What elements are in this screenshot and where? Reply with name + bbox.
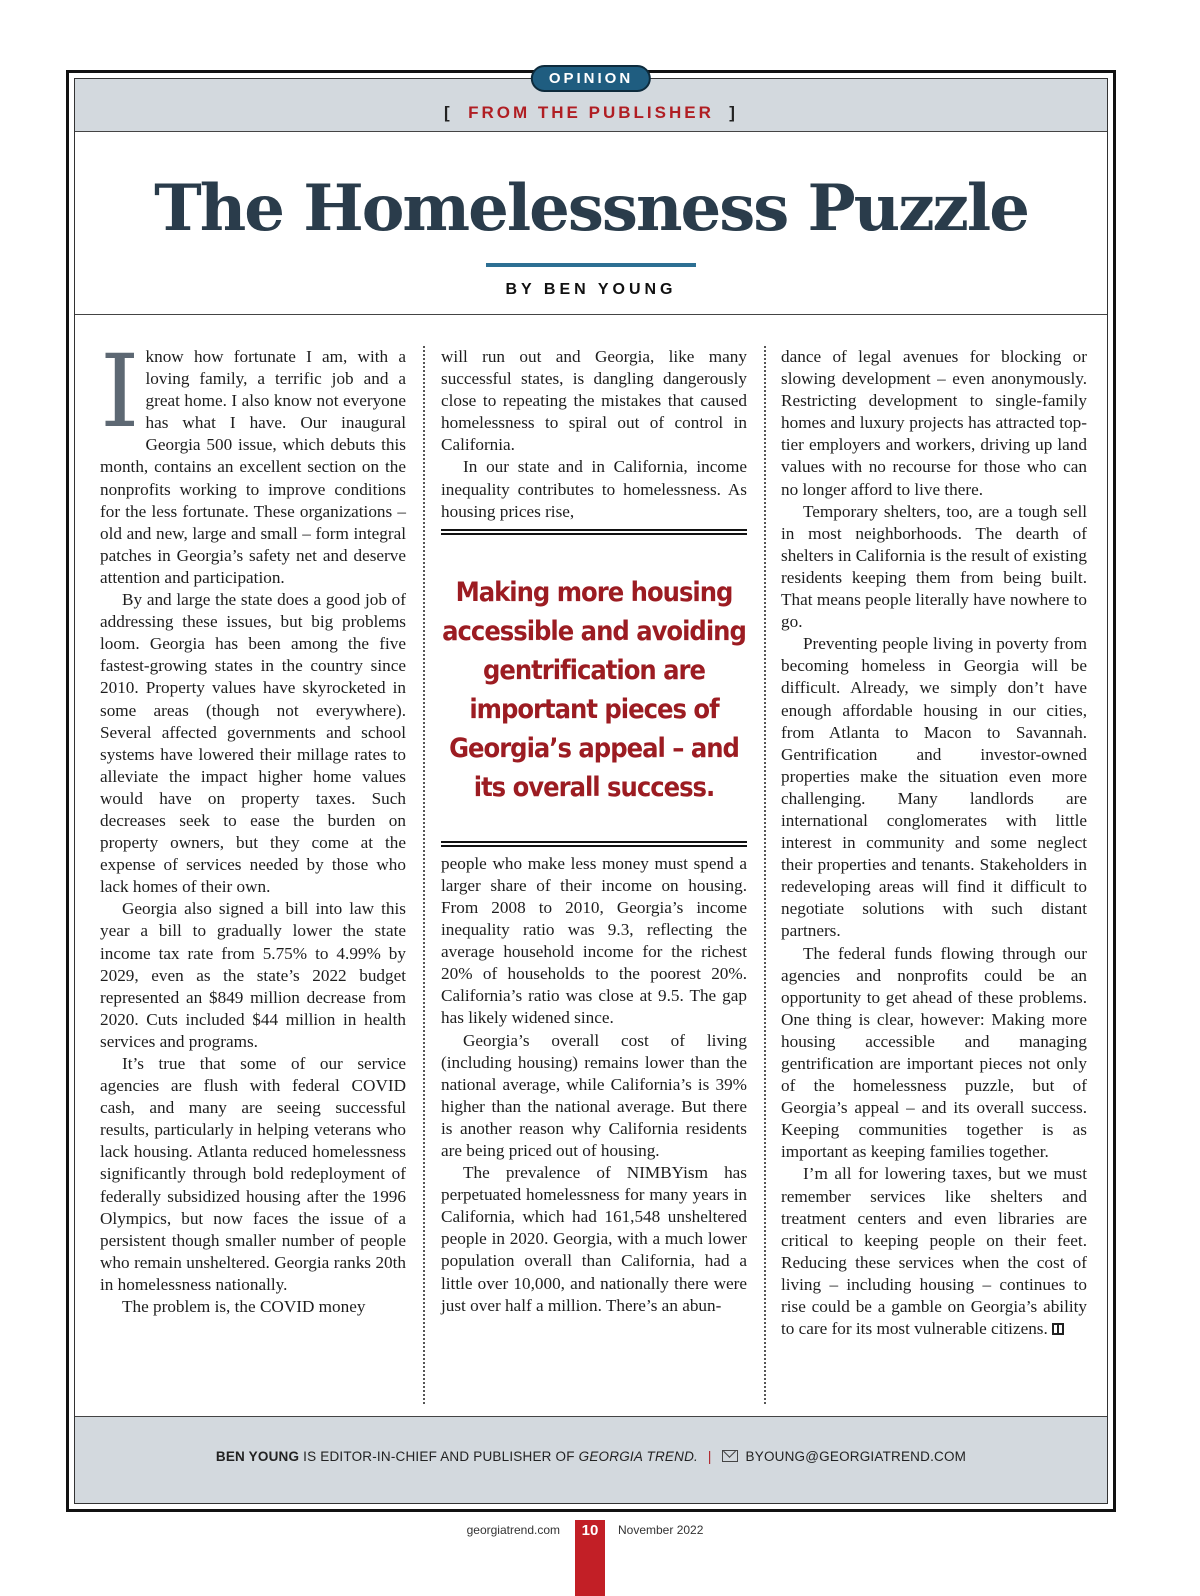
paragraph: I’m all for lowering taxes, but we must remember services like shelters and treatment centers and even libraries are critical to keeping people on their feet. Reducing these services when the cost of living – including housing – continues to rise could be a gamble on Georgia’s ability to care for its most vulnerable citizens. [781,1164,1087,1339]
header-band [75,70,1107,132]
footer-site[interactable]: georgiatrend.com [466,1523,560,1537]
paragraph: It’s true that some of our service agencies are flush with federal COVID cash, and many are seeing successful results, particularly in helping veterans who lack housing. Atlanta reduced homelessness significantly through bold redeployment of federally subsidized housing after the 1996 Olympics, but now faces the issue of a persistent though smaller number of people who remain unsheltered. Georgia ranks 20th in homelessness nationally. [100,1054,406,1294]
pull-quote-rule-bottom [441,841,747,847]
column-divider [764,346,766,1404]
drop-cap: I [100,333,140,450]
pull-quote [441,529,747,847]
paragraph: The federal funds flowing through our agencies and nonprofits could be an opportunity to get ahead of these problems. One thing is clear, however: Making more housing accessible and managing gentrification are important pieces not only of the homelessness puzzle, but of Georgia’s appeal – and its overall success. Keeping communities together is as important as keeping families together. [781,943,1087,1162]
footer-date: November 2022 [618,1523,704,1537]
author-email[interactable]: BYOUNG@GEORGIATREND.COM [745,1449,967,1464]
paragraph: The prevalence of NIMBYism has perpetuated homelessness for many years in California, which had 161,548 unsheltered people in 2020. Georgia, with a much lower population overall than California, had a little over 10,000, and nationally there were just over half a million. There’s an abun- [441,1163,747,1315]
pull-quote-text: Making more housing accessible and avoiding gentrification are important pieces of Georgia’s appeal – and its overall success. [442,576,746,803]
author-name: BEN YOUNG [215,1449,300,1464]
article-frame [66,70,1116,1512]
publication-name: GEORGIA TREND. [578,1449,698,1464]
column-2 [441,346,747,1317]
envelope-icon [722,1450,738,1462]
headline: The Homelessness Puzzle [154,171,1028,246]
paragraph: By and large the state does a good job of addressing these issues, but big problems loom. Georgia has been among the five fastest-growing states in the country since 2010. Property values have skyrocketed in some areas (though not everywhere). Several affected governments and school systems have lowered their millage rates to alleviate the impact higher home values would have on property taxes. Such decreases seek to ease the burden on property owners, but they come at the expense of services needed by those who lack homes of their own. [100,590,406,897]
column-3 [781,346,1087,1340]
byline: BY BEN YOUNG [505,281,677,298]
paragraph: people who make less money must spend a larger share of their income on housing. From 2008 to 2010, Georgia’s income inequality ratio was 9.3, reflecting the average household income for the richest 20% of households to the poorest 20%. California’s ratio was close at 9.5. The gap has likely widened since. [441,853,747,1028]
column-divider [423,346,425,1404]
paragraph: In our state and in California, income inequality contributes to homelessness. As housing prices rise, [441,457,747,521]
paragraph: Iknow how fortunate I am, with a loving family, a terrific job and a great home. I also know not everyone has what I have. Our inaugural Georgia 500 issue, which debuts this month, contains an excellent section on the nonprofits working to improve conditions for the less fortunate. These organizations – old and new, large and small – form integral patches in Georgia’s safety net and deserve attention and participation. [100,333,406,587]
paragraph: Georgia also signed a bill into law this year a bill to gradually lower the state income tax rate from 5.75% to 4.99% by 2029, even as the state’s 2022 budget represented an $849 million decrease from 2020. Cuts included $44 million in health services and programs. [100,899,406,1051]
author-role: IS EDITOR-IN-CHIEF AND PUBLISHER OF [303,1449,575,1464]
paragraph: The problem is, the COVID money [122,1297,366,1317]
paragraph: Georgia’s overall cost of living (including housing) remains lower than the national average, while California’s is 39% higher than the national average. But there is another reason why California residents are being priced out of housing. [441,1030,747,1160]
bio-separator: | [707,1449,712,1464]
author-bio-band [75,1416,1107,1503]
page-number: 10 [575,1520,605,1596]
author-bio [75,1449,1107,1464]
paragraph: Preventing people living in poverty from becoming homeless in Georgia will be difficult. Already, we simply don’t have enough affordable housing in our cities, from Atlanta to Macon to Savannah. Gentrification and investor-owned properties make the situation even more challenging. Many landlords are international conglomerates with little interest in community and some neglect their properties and tenants. Stakeholders in redeveloping areas will find it difficult to negotiate solutions with such distant partners. [781,634,1087,941]
kicker: [ FROM THE PUBLISHER ] [444,103,738,122]
column-1 [100,333,406,1318]
headline-rule [486,263,696,267]
end-mark-icon [1052,1323,1064,1335]
article-inner-frame [74,70,1108,1504]
section-label: OPINION [531,65,651,92]
paragraph: will run out and Georgia, like many successful states, is dangling dangerously close to repeating the mistakes that caused homelessness to spiral out of control in California. [441,347,747,455]
kicker-text: FROM THE PUBLISHER [468,103,714,122]
title-divider [75,314,1107,315]
paragraph: Temporary shelters, too, are a tough sell in most neighborhoods. The dearth of shelters in California is the result of existing residents keeping them from being built. That means people literally have nowhere to go. [781,501,1087,632]
paragraph: dance of legal avenues for blocking or slowing development – even anonymously. Restricting development to single-family homes and luxury projects has attracted top-tier employers and workers, driving up land values with no recourse for those who can no longer afford to live there. [781,347,1087,499]
